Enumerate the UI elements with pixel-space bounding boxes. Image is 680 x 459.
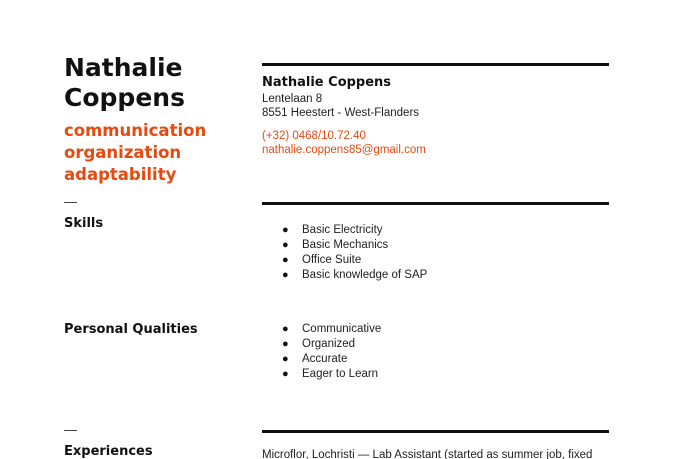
- list-item: ● Basic Electricity: [282, 224, 383, 236]
- trait-item: organization: [64, 143, 182, 162]
- list-item: ● Accurate: [282, 353, 348, 365]
- list-item: ● Basic knowledge of SAP: [282, 269, 428, 281]
- trait-item: communication: [64, 121, 207, 140]
- bullet-icon: ●: [282, 224, 289, 236]
- experience-entry: Microflor, Lochristi — Lab Assistant (started as summer job, fixed: [262, 449, 593, 459]
- resume-name: [64, 53, 244, 113]
- bullet-icon: ●: [282, 368, 289, 380]
- name-last: Coppens: [64, 83, 185, 112]
- section-rule: [262, 202, 609, 205]
- contact-address-line2: 8551 Heestert - West-Flanders: [262, 107, 420, 119]
- list-item: ● Office Suite: [282, 254, 362, 266]
- list-item: ● Basic Mechanics: [282, 239, 389, 251]
- section-divider-dash: [64, 202, 77, 203]
- contact-phone[interactable]: (+32) 0468/10.72.40: [262, 130, 366, 142]
- section-title-personal-qualities: Personal Qualities: [64, 322, 198, 337]
- list-item: ● Communicative: [282, 323, 382, 335]
- trait-item: adaptability: [64, 165, 177, 184]
- skills-list: [262, 223, 427, 283]
- traits-list: [64, 120, 244, 186]
- list-item: ● Eager to Learn: [282, 368, 379, 380]
- bullet-icon: ●: [282, 353, 289, 365]
- section-title-skills: Skills: [64, 216, 104, 231]
- personal-qualities-list: [262, 322, 381, 382]
- contact-name: Nathalie Coppens: [262, 75, 392, 90]
- name-first: Nathalie: [64, 53, 183, 82]
- list-item: ● Organized: [282, 338, 356, 350]
- bullet-icon: ●: [282, 269, 289, 281]
- bullet-icon: ●: [282, 338, 289, 350]
- bullet-icon: ●: [282, 239, 289, 251]
- contact-address-line1: Lentelaan 8: [262, 93, 323, 105]
- contact-email-link[interactable]: nathalie.coppens85@gmail.com: [262, 144, 426, 156]
- section-divider-dash: [64, 430, 77, 431]
- section-rule: [262, 63, 609, 66]
- bullet-icon: ●: [282, 323, 289, 335]
- section-title-experiences: Experiences: [64, 444, 153, 459]
- bullet-icon: ●: [282, 254, 289, 266]
- section-rule: [262, 430, 609, 433]
